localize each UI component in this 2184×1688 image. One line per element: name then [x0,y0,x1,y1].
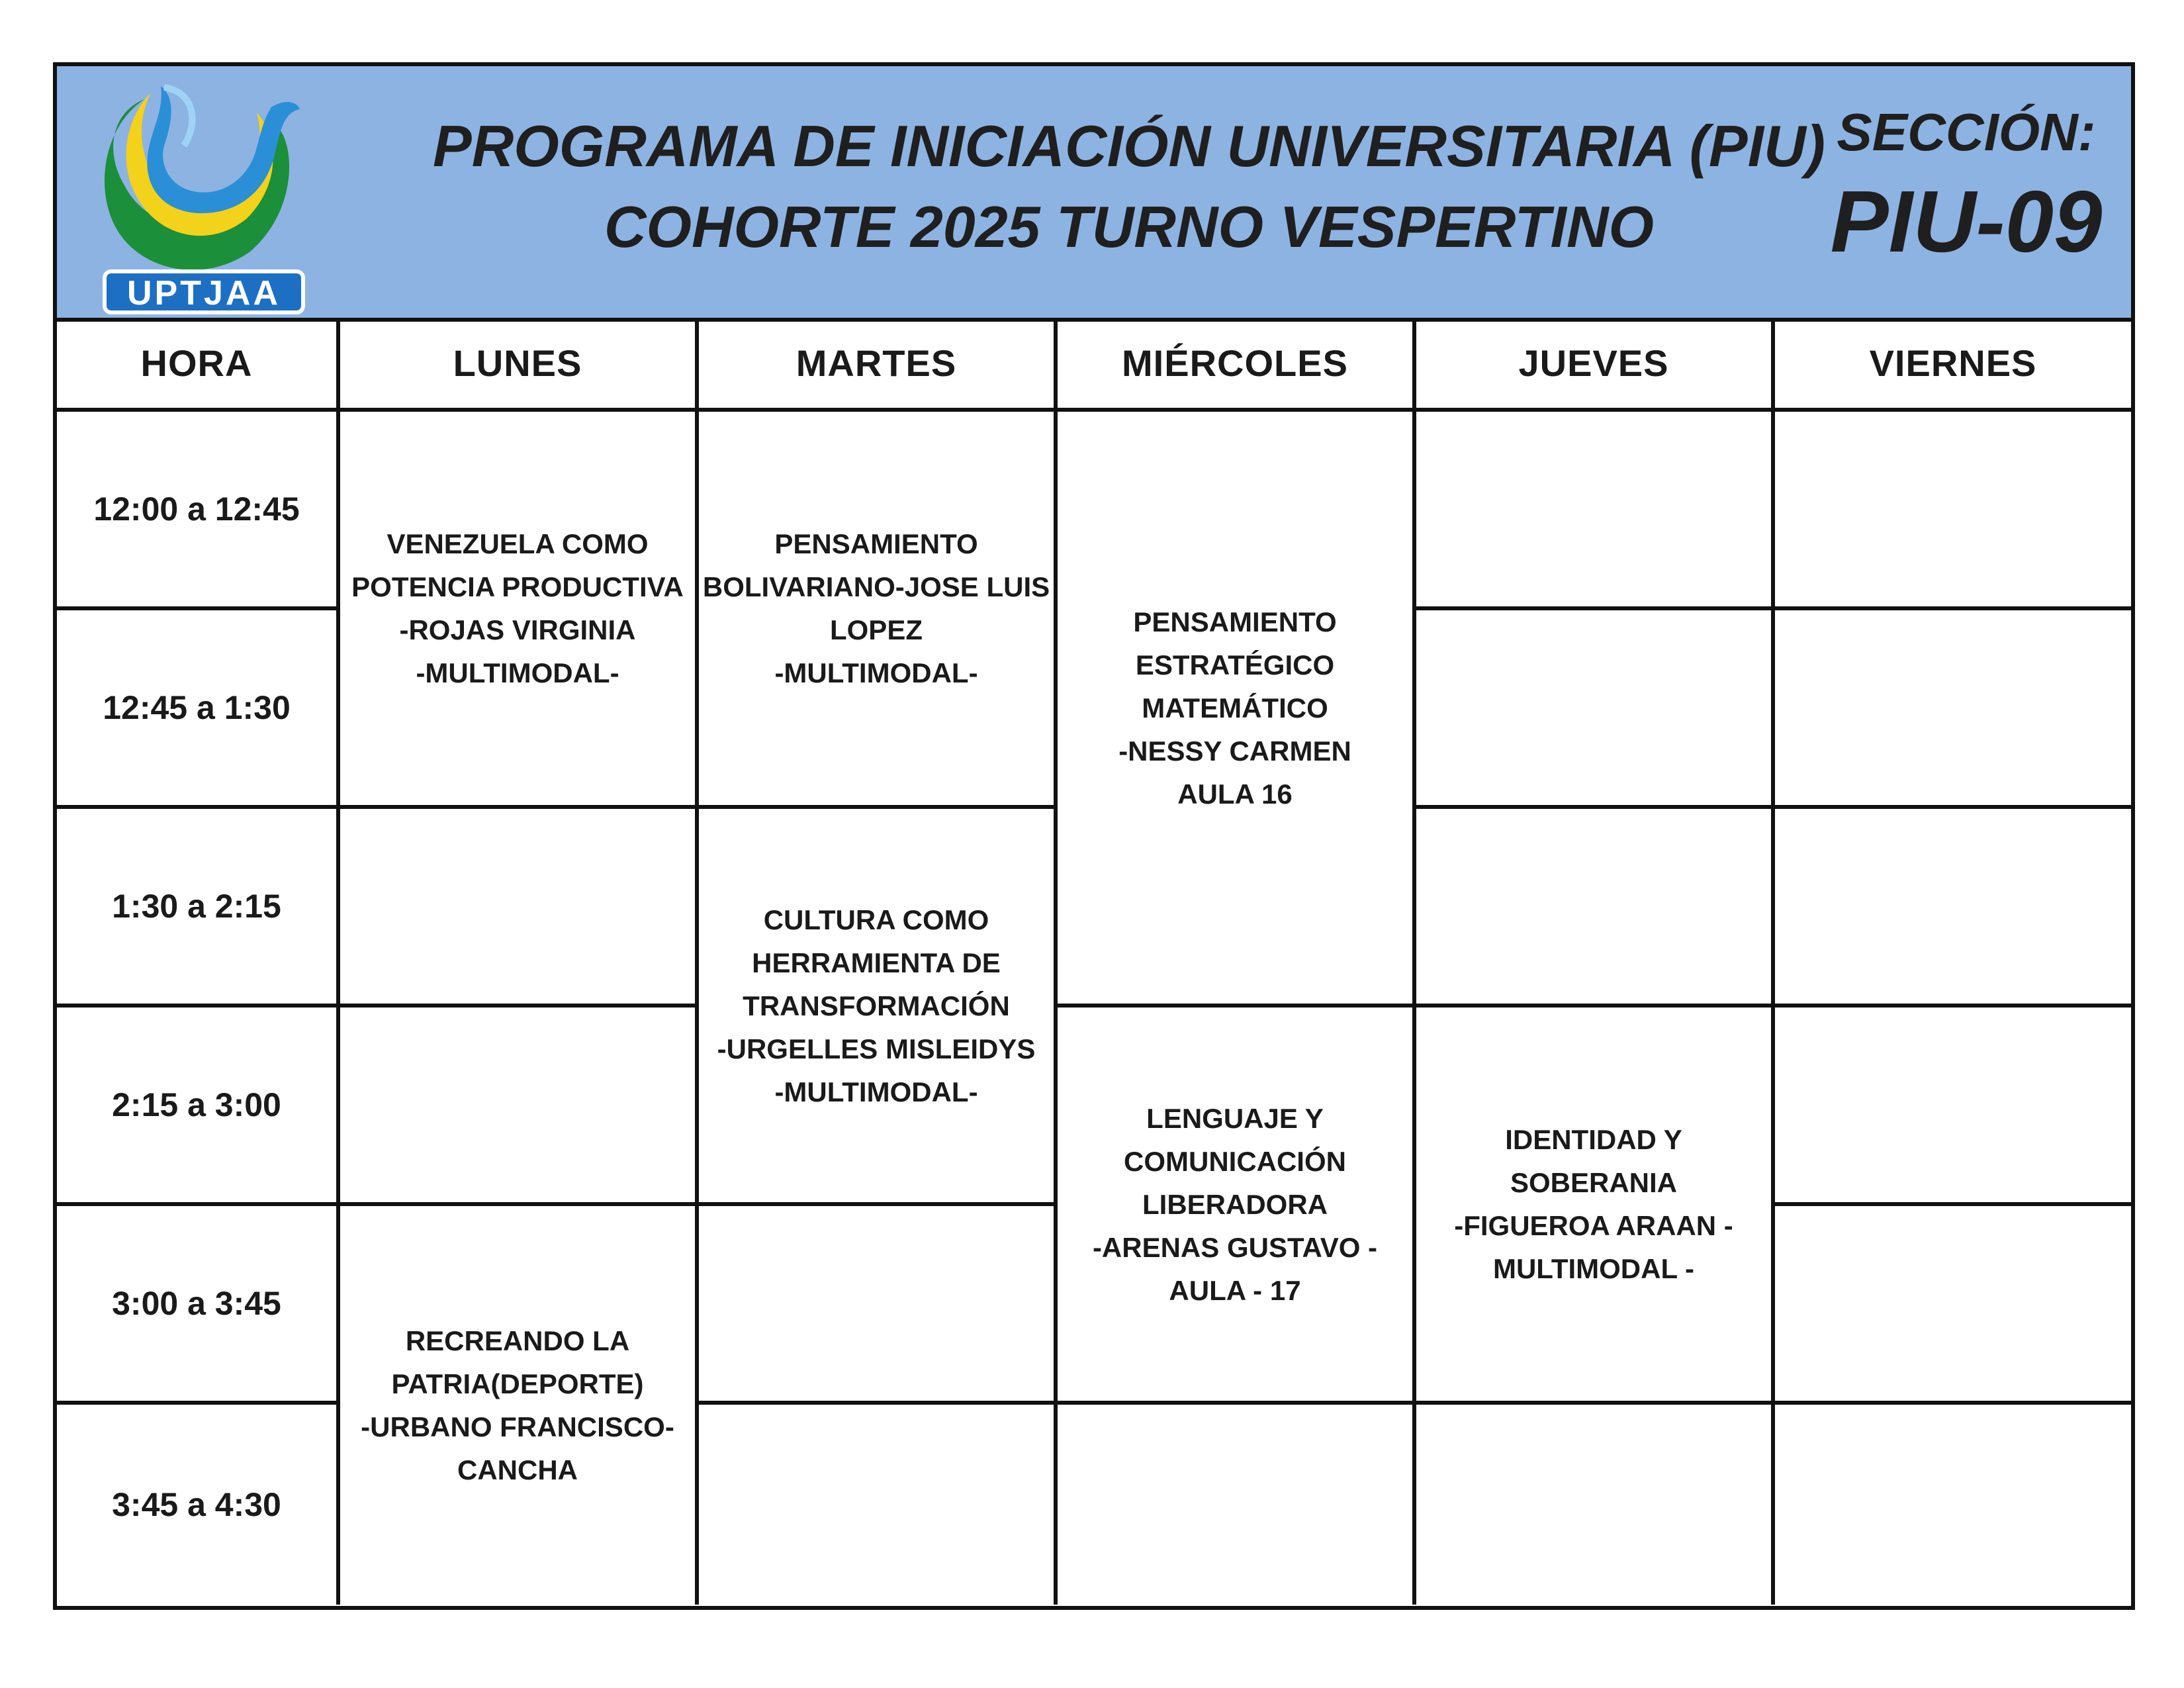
class-line: IDENTIDAD Y [1505,1124,1682,1155]
class-lunes-venezuela [340,412,699,809]
class-line: SOBERANIA [1510,1167,1678,1198]
schedule-header [57,66,2131,322]
empty-slot [699,1206,1058,1405]
schedule-grid [57,318,2131,1606]
class-line: -URBANO FRANCISCO- [361,1411,674,1442]
empty-slot [699,1405,1058,1605]
schedule-sheet [53,62,2135,1610]
class-line: HERRAMIENTA DE [752,947,1001,978]
empty-slot [1416,1405,1775,1605]
class-line: ESTRATÉGICO [1135,649,1335,680]
class-line: COMUNICACIÓN [1124,1145,1346,1177]
empty-slot [1775,809,2131,1008]
time-slot: 12:00 a 12:45 [57,412,340,610]
class-miercoles-lenguaje [1058,1008,1416,1405]
empty-slot [340,809,699,1008]
class-line: -FIGUEROA ARAAN - [1454,1210,1733,1241]
class-line: -MULTIMODAL- [774,657,978,688]
empty-slot [1775,1008,2131,1206]
class-line: -NESSY CARMEN [1118,735,1351,767]
class-line: LOPEZ [829,614,923,645]
empty-slot [340,1008,699,1206]
class-miercoles-pensamiento [1058,412,1416,1008]
section-label: SECCIÓN: [1837,103,2096,162]
class-line: TRANSFORMACIÓN [743,990,1010,1021]
svg-text:UPTJAA: UPTJAA [126,274,281,312]
class-line: PATRIA(DEPORTE) [391,1368,644,1399]
program-title [341,106,1917,267]
class-line: -ROJAS VIRGINIA [399,614,636,645]
class-line: CULTURA COMO [763,904,989,935]
title-line-1: PROGRAMA DE INICIACIÓN UNIVERSITARIA (PIU) [433,113,1825,179]
time-slot: 3:45 a 4:30 [57,1405,340,1605]
time-slot: 3:00 a 3:45 [57,1206,340,1405]
column-header-viernes: VIERNES [1775,318,2131,412]
section-block [1804,99,2128,278]
time-slot: 12:45 a 1:30 [57,610,340,809]
class-line: -MULTIMODAL- [774,1076,978,1107]
empty-slot [1416,412,1775,610]
class-lunes-recreando [340,1206,699,1605]
class-martes-cultura [699,809,1058,1206]
class-line: MULTIMODAL - [1492,1253,1695,1284]
class-line: CANCHA [457,1454,578,1485]
class-line: -URGELLES MISLEIDYS [717,1033,1036,1064]
class-line: POTENCIA PRODUCTIVA [351,571,684,602]
class-line: PENSAMIENTO [774,528,978,559]
class-line: RECREANDO LA [405,1325,630,1356]
column-header-martes: MARTES [699,318,1058,412]
class-line: PENSAMIENTO [1133,606,1337,637]
class-line: -ARENAS GUSTAVO - [1092,1231,1378,1263]
class-jueves-identidad [1416,1008,1775,1405]
class-line: AULA - 17 [1169,1274,1301,1306]
section-code: PIU-09 [1830,173,2103,270]
title-line-2: COHORTE 2025 TURNO VESPERTINO [604,194,1655,259]
column-header-jueves: JUEVES [1416,318,1775,412]
time-slot: 2:15 a 3:00 [57,1008,340,1206]
class-martes-pensamiento [699,412,1058,809]
empty-slot [1058,1405,1416,1605]
empty-slot [1416,809,1775,1008]
class-line: VENEZUELA COMO [387,528,649,559]
uptjaa-logo [98,73,310,318]
empty-slot [1775,1206,2131,1405]
class-line: LIBERADORA [1142,1188,1328,1220]
empty-slot [1775,610,2131,809]
column-header-hora: HORA [57,318,340,412]
column-header-lunes: LUNES [340,318,699,412]
class-line: MATEMÁTICO [1142,692,1328,724]
time-slot: 1:30 a 2:15 [57,809,340,1008]
class-line: LENGUAJE Y [1146,1102,1324,1134]
class-line: BOLIVARIANO-JOSE LUIS [702,571,1050,602]
class-line: AULA 16 [1177,778,1293,810]
column-header-miercoles: MIÉRCOLES [1058,318,1416,412]
empty-slot [1775,1405,2131,1605]
empty-slot [1775,412,2131,610]
class-line: -MULTIMODAL- [416,657,619,688]
empty-slot [1416,610,1775,809]
